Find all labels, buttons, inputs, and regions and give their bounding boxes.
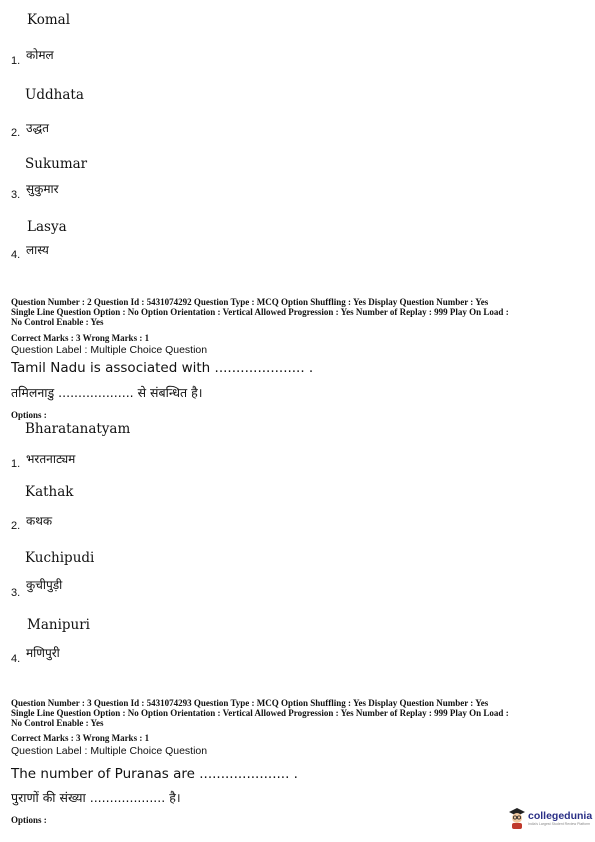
student-mascot-icon [508, 807, 526, 829]
q2-meta [11, 297, 589, 327]
q1-option-4-number: 4. [11, 249, 21, 261]
q3-meta-line-2: Single Line Question Option : No Option Orientation : Vertical Allowed Progression : Yes Number of Replay : 999 Play On Load : [11, 708, 509, 718]
q2-option-1-english: Bharatanatyam [25, 421, 131, 437]
q3-question-label: Question Label : Multiple Choice Question [11, 745, 208, 757]
q2-option-2-hindi: कथक [26, 514, 53, 528]
q2-option-4-hindi: मणिपुरी [26, 646, 60, 660]
q2-option-1-hindi: भरतनाट्यम [26, 452, 76, 466]
q1-option-4-english: Lasya [27, 219, 67, 235]
q2-meta-line-2: Single Line Question Option : No Option Orientation : Vertical Allowed Progression : Yes Number of Replay : 999 Play On Load : [11, 307, 509, 317]
q1-option-2-hindi: उद्धत [26, 121, 50, 135]
q1-option-2-number: 2. [11, 127, 21, 139]
q2-option-3-number: 3. [11, 587, 21, 599]
q3-question-text-english: The number of Puranas are ..................... . [11, 766, 298, 782]
logo-text: collegedunia [528, 810, 593, 822]
q1-option-2-english: Uddhata [25, 87, 84, 103]
q3-options-label: Options : [11, 815, 47, 825]
q1-option-1-english: Komal [27, 12, 71, 28]
q2-options-label: Options : [11, 410, 47, 420]
q2-option-2-number: 2. [11, 520, 21, 532]
q2-option-1-number: 1. [11, 458, 21, 470]
q1-option-4-hindi: लास्य [26, 243, 49, 257]
q2-question-text-hindi: तमिलनाडु ................... से संबन्धित है। [11, 385, 203, 400]
logo-tagline: India's Largest Student Review Platform [528, 822, 591, 826]
q3-marks: Correct Marks : 3 Wrong Marks : 1 [11, 733, 150, 743]
q1-option-3-hindi: सुकुमार [26, 182, 59, 196]
q2-option-3-english: Kuchipudi [25, 550, 95, 566]
q2-meta-line-3: No Control Enable : Yes [11, 317, 104, 327]
q2-question-text-english: Tamil Nadu is associated with ..................... . [11, 360, 314, 376]
q3-meta-line-3: No Control Enable : Yes [11, 718, 104, 728]
collegedunia-logo [508, 807, 592, 829]
q3-question-text-hindi: पुराणों की संख्या ................... है। [11, 790, 181, 805]
q2-option-3-hindi: कुचीपुड़ी [26, 578, 63, 592]
q1-option-1-hindi: कोमल [26, 48, 54, 62]
q1-option-3-english: Sukumar [25, 156, 88, 172]
q2-option-4-english: Manipuri [27, 617, 90, 633]
q2-meta-line-1: Question Number : 2 Question Id : 5431074292 Question Type : MCQ Option Shuffling : Yes Display Question Number : Yes [11, 297, 489, 307]
q2-option-4-number: 4. [11, 653, 21, 665]
q2-marks: Correct Marks : 3 Wrong Marks : 1 [11, 333, 150, 343]
q2-question-label: Question Label : Multiple Choice Question [11, 344, 208, 356]
q1-option-1-number: 1. [11, 55, 21, 67]
q2-option-2-english: Kathak [25, 484, 74, 500]
q3-meta [11, 698, 589, 728]
q3-meta-line-1: Question Number : 3 Question Id : 5431074293 Question Type : MCQ Option Shuffling : Yes Display Question Number : Yes [11, 698, 489, 708]
q1-option-3-number: 3. [11, 189, 21, 201]
